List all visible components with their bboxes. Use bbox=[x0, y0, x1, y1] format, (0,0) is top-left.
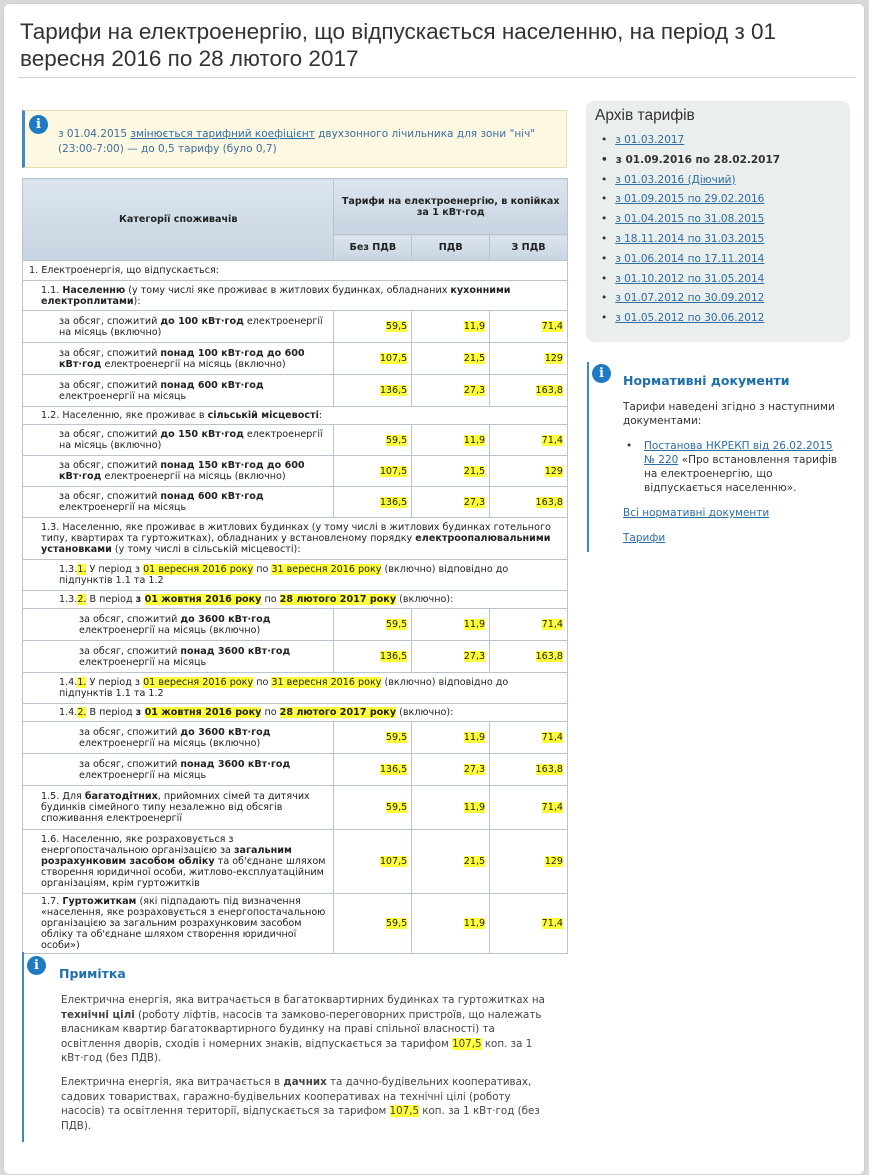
value-no-vat: 59,5 bbox=[385, 918, 408, 929]
page-container bbox=[3, 3, 865, 1175]
tariffs-table bbox=[22, 178, 568, 954]
row-label: 1.6. Населенню, яке розраховується з енергопостачальною організацією за загальним розрахунковим засобом обліку та об'єднане шляхом створення юридичної особи, житлово-експлуатаційним організаціям, крім гуртожитків bbox=[23, 830, 334, 894]
value-with-vat: 163,8 bbox=[535, 651, 563, 662]
info-icon: i bbox=[27, 956, 46, 975]
value-with-vat: 163,8 bbox=[535, 385, 563, 396]
table-row bbox=[23, 311, 568, 343]
value-with-vat: 163,8 bbox=[535, 496, 563, 508]
row-label: 1.7. Гуртожиткам (які підпадають під визначення «населення, яке розраховується з енергопостачальною організацією за загальним розрахунковим засобом обліку та об'єднане шляхом створення юридичної особи») bbox=[23, 894, 334, 954]
archive-item[interactable]: • з 01.04.2015 по 31.08.2015 bbox=[595, 213, 780, 233]
table-row bbox=[23, 425, 568, 456]
row-label: за обсяг, спожитий до 3600 кВт·год електроенергії на місяць (включно) bbox=[23, 609, 334, 641]
row-label: за обсяг, спожитий понад 150 кВт·год до 600 кВт·год електроенергії на місяць (включно) bbox=[23, 456, 334, 487]
section-1: 1. Електроенергія, що відпускається: bbox=[23, 261, 568, 281]
value-with-vat: 129 bbox=[544, 856, 563, 867]
info-icon: i bbox=[29, 115, 48, 134]
archive-item[interactable]: • з 01.07.2012 по 30.09.2012 bbox=[595, 292, 780, 312]
header-no-vat: Без ПДВ bbox=[334, 235, 412, 261]
table-row bbox=[23, 641, 568, 673]
archive-item[interactable]: • з 01.03.2017 bbox=[595, 134, 780, 154]
row-label: за обсяг, спожитий до 150 кВт·год електроенергії на місяць (включно) bbox=[23, 425, 334, 456]
value-no-vat: 107,5 bbox=[379, 465, 408, 477]
value-with-vat: 71,4 bbox=[541, 802, 563, 813]
row-label: 1.5. Для багатодітних, прийомних сімей та дитячих будинків сімейного типу незалежно від обсягів споживання електроенергії bbox=[23, 786, 334, 830]
value-no-vat: 59,5 bbox=[385, 321, 408, 332]
table-row bbox=[23, 894, 568, 954]
value-vat: 11,9 bbox=[463, 321, 486, 332]
archive-item[interactable]: • з 01.06.2014 по 17.11.2014 bbox=[595, 253, 780, 273]
value-vat: 27,3 bbox=[463, 496, 486, 508]
section-1-3-1: 1.3.1. У період з 01 вересня 2016 року по 31 вересня 2016 року (включно) відповідно до підпунктів 1.1 та 1.2 bbox=[23, 560, 568, 591]
value-vat: 27,3 bbox=[463, 651, 486, 662]
header-vat: ПДВ bbox=[412, 235, 490, 261]
value-vat: 11,9 bbox=[463, 802, 486, 813]
value-with-vat: 129 bbox=[544, 353, 563, 364]
value-no-vat: 59,5 bbox=[385, 732, 408, 743]
value-vat: 21,5 bbox=[463, 465, 486, 477]
value-no-vat: 59,5 bbox=[385, 619, 408, 630]
value-with-vat: 71,4 bbox=[541, 434, 563, 446]
row-label: за обсяг, спожитий понад 3600 кВт·год електроенергії на місяць bbox=[23, 754, 334, 786]
table-row bbox=[23, 487, 568, 518]
value-with-vat: 129 bbox=[544, 465, 563, 477]
note-title: Примітка bbox=[59, 966, 126, 981]
value-no-vat: 136,5 bbox=[379, 764, 408, 775]
section-1-4-1: 1.4.1. У період з 01 вересня 2016 року по 31 вересня 2016 року (включно) відповідно до підпунктів 1.1 та 1.2 bbox=[23, 673, 568, 704]
section-1-4-2: 1.4.2. В період з 01 жовтня 2016 року по 28 лютого 2017 року (включно): bbox=[23, 704, 568, 722]
note-paragraph-1: Електрична енергія, яка витрачається в багатоквартирних будинках та гуртожитках на технічні цілі (роботу ліфтів, насосів та замково-переговорних пристроїв, що належать власникам квартир багатоквартирного будинку на праві спільної власності) та освітлення дворів, сходів і номерних знаків, відпускається за тарифом 107,5 коп. за 1 кВт·год (без ПДВ). bbox=[61, 994, 545, 1064]
normative-documents bbox=[587, 362, 851, 552]
tariff-archive bbox=[586, 101, 850, 342]
header-categories: Категорії споживачів bbox=[23, 179, 334, 261]
table-row bbox=[23, 830, 568, 894]
value-no-vat: 136,5 bbox=[379, 651, 408, 662]
info-icon: i bbox=[592, 364, 611, 383]
table-row bbox=[23, 754, 568, 786]
value-with-vat: 71,4 bbox=[541, 619, 563, 630]
archive-item[interactable]: • з 01.10.2012 по 31.05.2014 bbox=[595, 273, 780, 293]
note-box bbox=[22, 952, 567, 1142]
tariffs-link[interactable]: Тарифи bbox=[623, 532, 666, 544]
value-vat: 11,9 bbox=[463, 434, 486, 446]
archive-item[interactable]: • з 01.05.2012 по 30.06.2012 bbox=[595, 312, 780, 332]
table-row bbox=[23, 722, 568, 754]
value-vat: 27,3 bbox=[463, 385, 486, 396]
normative-title: Нормативні документи bbox=[623, 373, 790, 388]
section-1-2: 1.2. Населенню, яке проживає в сільській місцевості: bbox=[23, 407, 568, 425]
value-with-vat: 71,4 bbox=[541, 732, 563, 743]
archive-item-current: • з 01.09.2016 по 28.02.2017 bbox=[595, 154, 780, 174]
row-label: за обсяг, спожитий понад 100 кВт·год до 600 кВт·год електроенергії на місяць (включно) bbox=[23, 343, 334, 375]
value-no-vat: 59,5 bbox=[385, 434, 408, 446]
row-label: за обсяг, спожитий до 100 кВт·год електроенергії на місяць (включно) bbox=[23, 311, 334, 343]
normative-doc-item: • Постанова НКРЕКП від 26.02.2015 № 220 «Про встановлення тарифів на електроенергію, що відпускається населенню». bbox=[629, 439, 844, 495]
value-vat: 11,9 bbox=[463, 732, 486, 743]
info-text: з 01.04.2015 змінюється тарифний коефіцієнт двухзонного лічильника для зони "ніч" (23:00-7:00) — до 0,5 тарифу (було 0,7) bbox=[58, 128, 536, 155]
all-documents-link[interactable]: Всі нормативні документи bbox=[623, 507, 770, 519]
archive-title: Архів тарифів bbox=[595, 107, 695, 124]
value-with-vat: 71,4 bbox=[541, 918, 563, 929]
table-row bbox=[23, 375, 568, 407]
value-with-vat: 163,8 bbox=[535, 764, 563, 775]
row-label: за обсяг, спожитий понад 600 кВт·год електроенергії на місяць bbox=[23, 375, 334, 407]
value-vat: 21,5 bbox=[463, 353, 486, 364]
tariff-coefficient-link[interactable]: змінюється тарифний коефіцієнт bbox=[130, 128, 315, 140]
row-label: за обсяг, спожитий понад 3600 кВт·год електроенергії на місяць bbox=[23, 641, 334, 673]
header-tariffs: Тарифи на електроенергію, в копійках за 1 кВт·год bbox=[334, 179, 568, 235]
table-row bbox=[23, 456, 568, 487]
table-row bbox=[23, 609, 568, 641]
value-vat: 11,9 bbox=[463, 918, 486, 929]
value-no-vat: 136,5 bbox=[379, 496, 408, 508]
value-no-vat: 107,5 bbox=[379, 856, 408, 867]
archive-list bbox=[595, 134, 780, 332]
resolution-link[interactable]: Постанова НКРЕКП від 26.02.2015 № 220 bbox=[644, 440, 833, 466]
title-divider bbox=[18, 77, 856, 78]
table-row bbox=[23, 786, 568, 830]
page-title: Тарифи на електроенергію, що відпускається населенню, на період з 01 вересня 2016 по 28 лютого 2017 bbox=[20, 19, 777, 71]
archive-item[interactable]: • з 01.03.2016 (Діючий) bbox=[595, 174, 780, 194]
section-1-3-2: 1.3.2. В період з 01 жовтня 2016 року по 28 лютого 2017 року (включно): bbox=[23, 591, 568, 609]
row-label: за обсяг, спожитий понад 600 кВт·год електроенергії на місяць bbox=[23, 487, 334, 518]
value-vat: 21,5 bbox=[463, 856, 486, 867]
note-paragraph-2: Електрична енергія, яка витрачається в дачних та дачно-будівельних кооперативах, садових товариствах, гаражно-будівельних кооперативах на технічні цілі (роботу насосів) та освітлення території, відпускається за тарифом 107,5 коп. за 1 кВт·год (без ПДВ). bbox=[61, 1076, 540, 1132]
section-1-1: 1.1. Населенню (у тому числі яке проживає в житлових будинках, обладнаних кухонними електроплитами): bbox=[23, 281, 568, 311]
value-with-vat: 71,4 bbox=[541, 321, 563, 332]
table-row bbox=[23, 343, 568, 375]
header-with-vat: З ПДВ bbox=[490, 235, 568, 261]
info-box bbox=[22, 110, 567, 168]
value-no-vat: 107,5 bbox=[379, 353, 408, 364]
row-label: за обсяг, спожитий до 3600 кВт·год електроенергії на місяць (включно) bbox=[23, 722, 334, 754]
value-vat: 11,9 bbox=[463, 619, 486, 630]
normative-text: Тарифи наведені згідно з наступними документами: bbox=[623, 401, 835, 427]
archive-item[interactable]: • з 18.11.2014 по 31.03.2015 bbox=[595, 233, 780, 253]
value-no-vat: 59,5 bbox=[385, 802, 408, 813]
value-vat: 27,3 bbox=[463, 764, 486, 775]
value-no-vat: 136,5 bbox=[379, 385, 408, 396]
section-1-3: 1.3. Населенню, яке проживає в житлових будинках (у тому числі в житлових будинках готельного типу, квартирах та гуртожитках), обладнаних у встановленому порядку електроопалювальними установками (у тому числі в сільській місцевості): bbox=[23, 518, 568, 560]
archive-item[interactable]: • з 01.09.2015 по 29.02.2016 bbox=[595, 193, 780, 213]
